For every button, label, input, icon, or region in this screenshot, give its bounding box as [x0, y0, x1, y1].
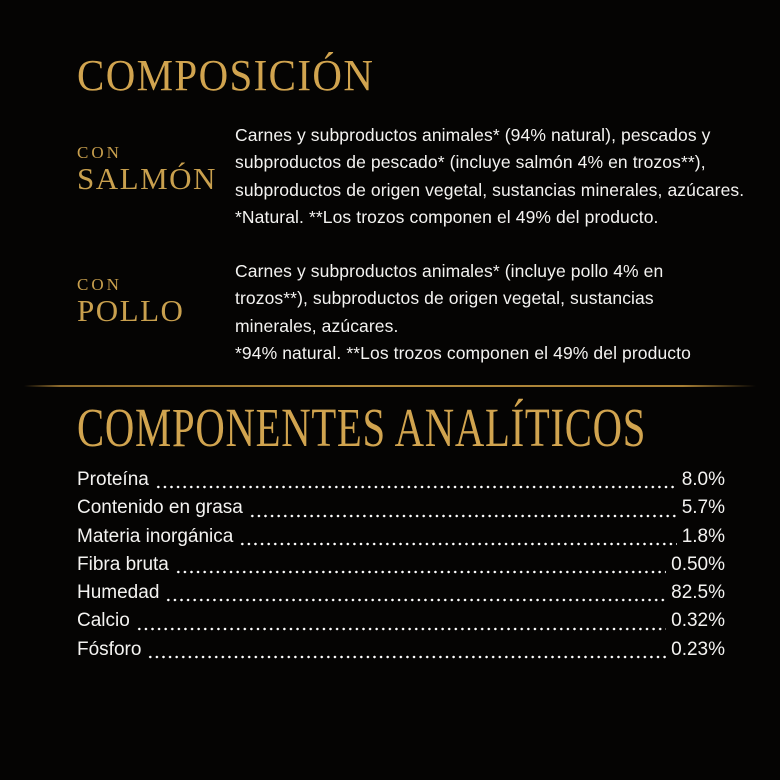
nutrient-value: 8.0%	[681, 469, 725, 490]
nutrient-label: Humedad	[77, 582, 160, 604]
composition-section-title: COMPOSICIÓN	[77, 51, 375, 100]
variant-prefix: CON	[77, 143, 122, 162]
ingredients-line: Carnes y subproductos animales* (incluye pollo 4% en	[235, 261, 664, 281]
table-row	[77, 554, 725, 582]
nutrient-label: Materia inorgánica	[77, 525, 234, 547]
ingredients-line: *94% natural. **Los trozos componen el 49% del producto	[235, 342, 691, 363]
dot-leader	[165, 596, 666, 604]
variant-name-pollo: POLLO	[77, 293, 185, 328]
table-row	[77, 610, 725, 638]
dot-leader	[239, 540, 676, 548]
nutrient-value: 0.32%	[671, 610, 725, 632]
ingredients-line: trozos**), subproductos de origen vegetal, sustancias	[235, 288, 654, 309]
variant-prefix: CON	[77, 275, 122, 294]
nutrient-value: 1.8%	[681, 525, 725, 547]
analytics-section-title: COMPONENTES ANALÍTICOS	[77, 397, 647, 458]
nutrient-value: 82.5%	[671, 582, 725, 604]
nutrient-label: Fósforo	[77, 638, 142, 660]
section-divider	[24, 385, 756, 387]
dot-leader	[175, 568, 666, 576]
nutrient-value: 0.50%	[671, 553, 725, 575]
nutrient-label: Calcio	[77, 610, 130, 632]
ingredients-line: Carnes y subproductos animales* (94% natural), pescados y	[235, 125, 711, 145]
ingredients-line: *Natural. **Los trozos componen el 49% del producto.	[235, 206, 659, 227]
nutrient-value: 0.23%	[671, 638, 725, 660]
ingredients-line: subproductos de origen vegetal, sustancias minerales, azúcares.	[235, 179, 745, 200]
ingredients-line: minerales, azúcares.	[235, 315, 399, 336]
nutrient-value: 5.7%	[681, 497, 725, 519]
table-row	[77, 526, 725, 554]
variant-label-salmon	[77, 144, 217, 196]
table-row	[77, 639, 725, 667]
table-row	[77, 497, 725, 525]
dot-leader	[249, 512, 677, 520]
dot-leader	[155, 483, 677, 491]
table-row	[77, 582, 725, 610]
variant-ingredients-salmon	[235, 122, 744, 231]
table-row	[77, 469, 725, 497]
nutrient-label: Contenido en grasa	[77, 497, 243, 519]
ingredients-line: subproductos de pescado* (incluye salmón 4% en trozos**),	[235, 152, 706, 173]
analytics-table	[77, 469, 725, 667]
variant-name-salmon: SALMÓN	[77, 161, 217, 196]
dot-leader	[136, 625, 666, 633]
variant-label-pollo	[77, 276, 184, 328]
variant-ingredients-pollo	[235, 258, 691, 367]
dot-leader	[147, 653, 666, 661]
nutrient-label: Fibra bruta	[77, 553, 169, 575]
nutrient-label: Proteína	[77, 469, 149, 490]
